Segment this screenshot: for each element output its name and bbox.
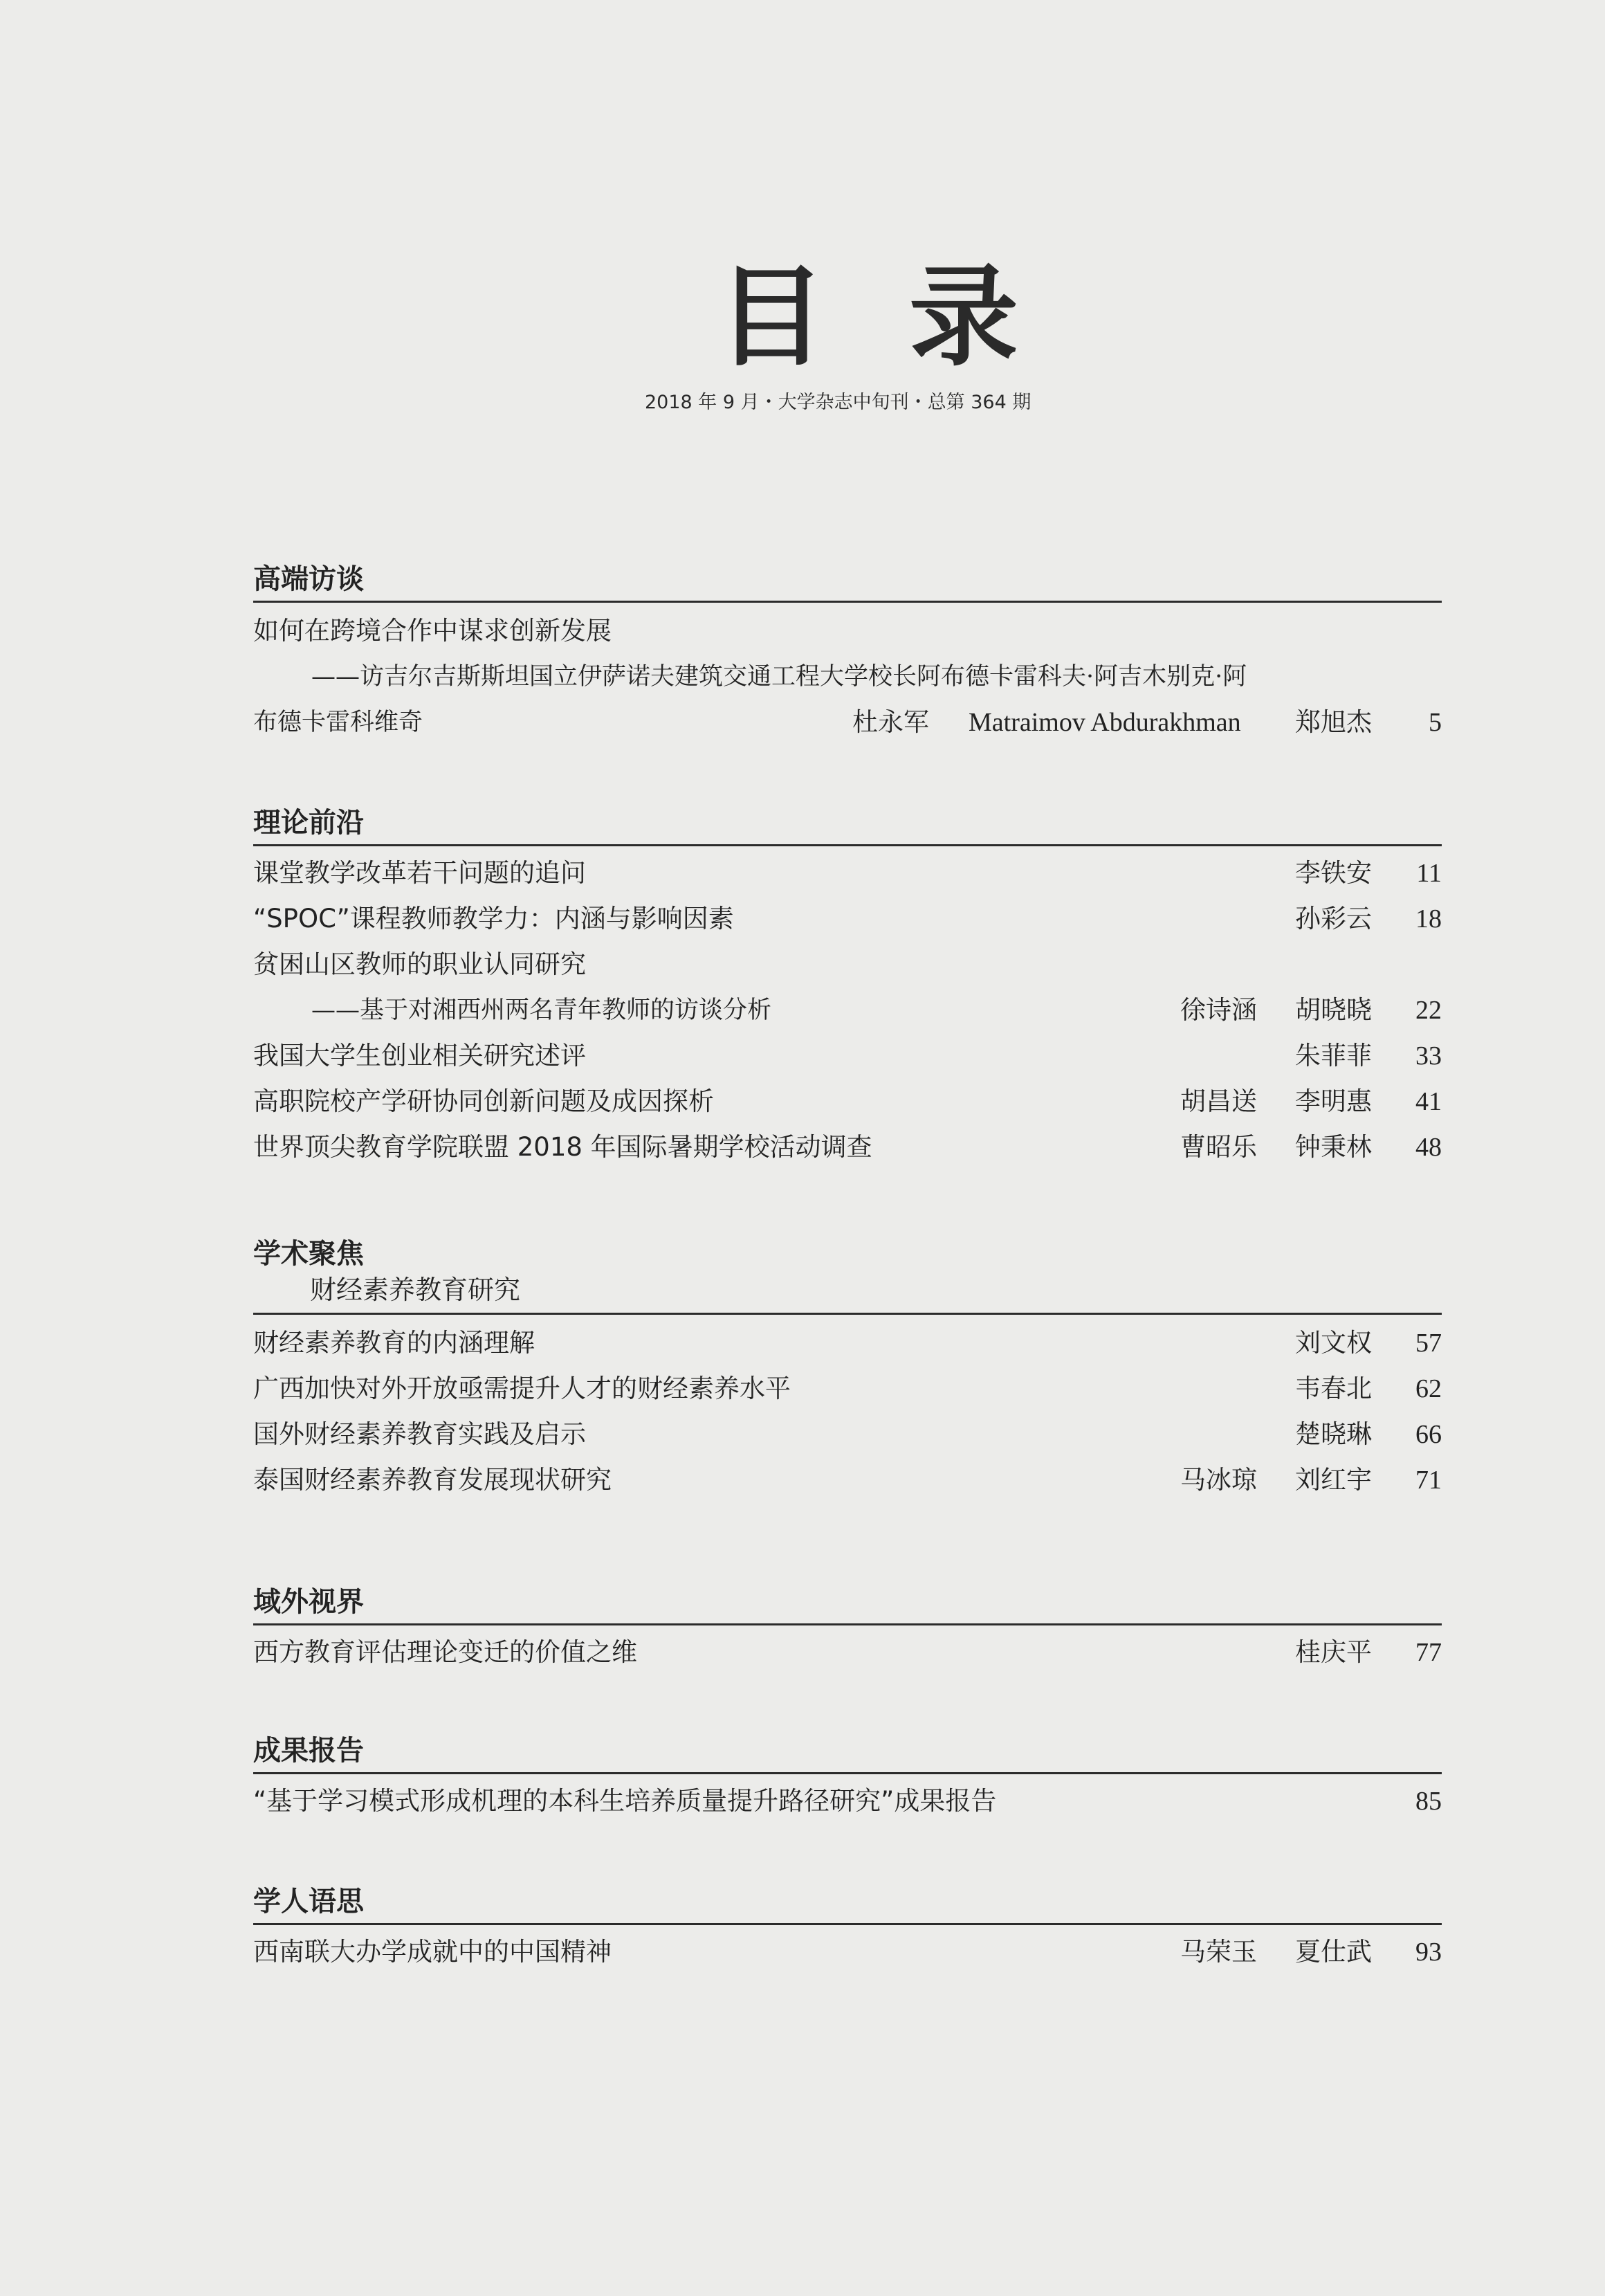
section-scholar-thoughts bbox=[253, 1884, 1442, 1975]
toc-entry[interactable] bbox=[253, 1778, 1442, 1824]
section-heading: 学术聚焦 bbox=[253, 1237, 364, 1270]
entry-page: 66 bbox=[1415, 1420, 1442, 1449]
section-rule bbox=[253, 601, 1442, 603]
toc-entry[interactable] bbox=[253, 1366, 1442, 1412]
toc-entry[interactable] bbox=[253, 608, 1442, 654]
entry-subtitle-row bbox=[253, 987, 1442, 1033]
entry-page: 85 bbox=[1415, 1787, 1442, 1816]
entry-page: 77 bbox=[1415, 1638, 1442, 1667]
section-overseas-perspective bbox=[253, 1585, 1442, 1675]
entry-author: 钟秉林 bbox=[1295, 1132, 1372, 1162]
toc-entry[interactable] bbox=[253, 1412, 1442, 1457]
entry-page: 18 bbox=[1415, 904, 1442, 933]
entry-author: 徐诗涵 bbox=[1180, 995, 1257, 1025]
toc-entry[interactable] bbox=[253, 1320, 1442, 1366]
entry-title: 国外财经素养教育实践及启示 bbox=[253, 1419, 586, 1449]
entry-author: 朱菲菲 bbox=[1295, 1041, 1372, 1070]
issue-info: 2018 年 9 月・大学杂志中旬刊・总第 364 期 bbox=[645, 392, 1031, 413]
entry-author: 胡晓晓 bbox=[1295, 995, 1372, 1025]
section-achievement-report bbox=[253, 1733, 1442, 1824]
entry-page: 33 bbox=[1415, 1041, 1442, 1070]
entry-author: 曹昭乐 bbox=[1180, 1132, 1257, 1162]
section-high-end-interview bbox=[253, 562, 1442, 745]
section-heading: 高端访谈 bbox=[253, 563, 364, 595]
entry-page: 5 bbox=[1429, 708, 1442, 737]
entry-title: 广西加快对外开放亟需提升人才的财经素养水平 bbox=[253, 1374, 791, 1403]
entry-author: 马荣玉 bbox=[1180, 1937, 1257, 1967]
entry-title: 高职院校产学研协同创新问题及成因探析 bbox=[253, 1086, 714, 1116]
section-rule bbox=[253, 1923, 1442, 1925]
entry-title: 世界顶尖教育学院联盟 2018 年国际暑期学校活动调查 bbox=[253, 1132, 872, 1162]
section-academic-focus bbox=[253, 1237, 1442, 1503]
entry-author: 郑旭杰 bbox=[1295, 707, 1372, 737]
section-heading: 域外视界 bbox=[253, 1585, 364, 1618]
entry-author: 刘文权 bbox=[1295, 1328, 1372, 1358]
toc-entry[interactable] bbox=[253, 1033, 1442, 1079]
entry-author: 马冰琼 bbox=[1180, 1465, 1257, 1495]
section-rule bbox=[253, 844, 1442, 846]
entry-page: 57 bbox=[1415, 1329, 1442, 1358]
entry-page: 62 bbox=[1415, 1374, 1442, 1403]
entry-page: 48 bbox=[1415, 1133, 1442, 1162]
entry-author: 韦春北 bbox=[1295, 1374, 1372, 1403]
section-theory-frontier bbox=[253, 805, 1442, 1170]
entry-page: 71 bbox=[1415, 1466, 1442, 1495]
entry-author: 李铁安 bbox=[1295, 858, 1372, 888]
entry-title: 如何在跨境合作中谋求创新发展 bbox=[253, 616, 612, 646]
entry-author: 李明惠 bbox=[1295, 1086, 1372, 1116]
toc-entry[interactable] bbox=[253, 1929, 1442, 1975]
entry-author: 杜永军 bbox=[852, 707, 929, 737]
toc-entry[interactable] bbox=[253, 896, 1442, 942]
section-heading: 理论前沿 bbox=[253, 806, 364, 839]
toc-entry[interactable] bbox=[253, 942, 1442, 987]
section-rule bbox=[253, 1313, 1442, 1315]
entry-page: 93 bbox=[1415, 1938, 1442, 1967]
entry-subtitle-cont: 布德卡雷科维奇 bbox=[253, 709, 423, 736]
entry-subtitle: ——访吉尔吉斯斯坦国立伊萨诺夫建筑交通工程大学校长阿布德卡雷科夫·阿吉木别克·阿 bbox=[311, 663, 1247, 691]
toc-entry[interactable] bbox=[253, 1079, 1442, 1124]
section-rule bbox=[253, 1772, 1442, 1774]
section-heading: 学人语思 bbox=[253, 1885, 364, 1917]
section-heading: 成果报告 bbox=[253, 1734, 364, 1767]
entry-title: 贫困山区教师的职业认同研究 bbox=[253, 949, 586, 979]
entry-author: 胡昌送 bbox=[1180, 1086, 1257, 1116]
entry-title: 财经素养教育的内涵理解 bbox=[253, 1328, 535, 1358]
toc-entry[interactable] bbox=[253, 1124, 1442, 1170]
entry-title: “SPOC”课程教师教学力：内涵与影响因素 bbox=[253, 904, 734, 933]
entry-subtitle-row bbox=[253, 700, 1442, 745]
entry-page: 11 bbox=[1416, 859, 1442, 888]
section-rule bbox=[253, 1623, 1442, 1625]
entry-title: 课堂教学改革若干问题的追问 bbox=[253, 858, 586, 888]
page-title: 目录 bbox=[717, 254, 1101, 381]
entry-page: 41 bbox=[1415, 1087, 1442, 1116]
entry-author: Matraimov Abdurakhman bbox=[969, 708, 1241, 737]
entry-author: 孙彩云 bbox=[1295, 904, 1372, 933]
toc-entry[interactable] bbox=[253, 850, 1442, 896]
entry-author: 桂庆平 bbox=[1295, 1637, 1372, 1667]
toc-entry[interactable] bbox=[253, 1457, 1442, 1503]
entry-title: “基于学习模式形成机理的本科生培养质量提升路径研究”成果报告 bbox=[253, 1786, 997, 1816]
section-subheading: 财经素养教育研究 bbox=[310, 1275, 521, 1305]
toc-entry[interactable] bbox=[253, 1630, 1442, 1675]
entry-author: 刘红宇 bbox=[1295, 1465, 1372, 1495]
entry-title: 泰国财经素养教育发展现状研究 bbox=[253, 1465, 612, 1495]
entry-subtitle-row bbox=[253, 654, 1442, 700]
entry-author: 楚晓琳 bbox=[1295, 1419, 1372, 1449]
entry-title: 西方教育评估理论变迁的价值之维 bbox=[253, 1637, 637, 1667]
entry-page: 22 bbox=[1415, 996, 1442, 1025]
entry-title: 西南联大办学成就中的中国精神 bbox=[253, 1937, 612, 1967]
entry-title: 我国大学生创业相关研究述评 bbox=[253, 1041, 586, 1070]
entry-subtitle: ——基于对湘西州两名青年教师的访谈分析 bbox=[311, 996, 772, 1024]
entry-author: 夏仕武 bbox=[1295, 1937, 1372, 1967]
